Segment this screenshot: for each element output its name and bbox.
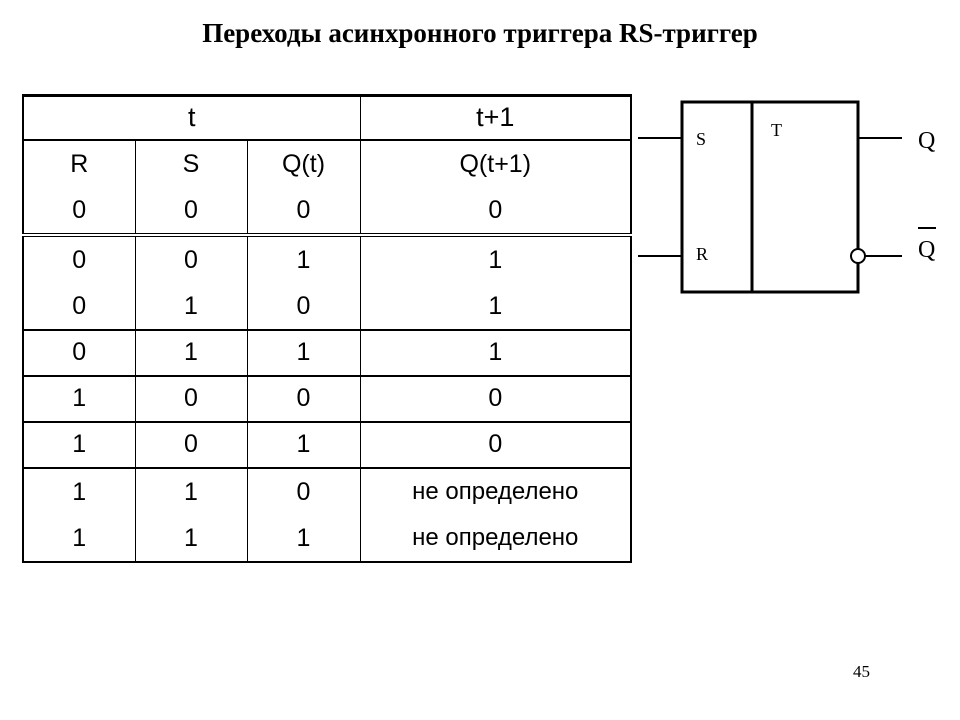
- table-row: [23, 422, 631, 468]
- table-cell: 1: [488, 245, 503, 274]
- table-cell-group: [135, 235, 247, 330]
- header-qt-group: [247, 140, 360, 235]
- table-cell: не определено: [412, 523, 579, 551]
- table-cell-group: [135, 468, 247, 562]
- table-cell: 1: [247, 422, 360, 468]
- table-cell: 0: [296, 195, 311, 224]
- table-cell: 0: [296, 291, 311, 320]
- table-cell: 0: [23, 330, 135, 376]
- input-s-label: S: [696, 129, 707, 149]
- table-cell: 0: [360, 422, 631, 468]
- table-row: [23, 376, 631, 422]
- header-qt1-group: [360, 140, 631, 235]
- column-header-row: [23, 140, 631, 235]
- table-cell: 1: [72, 523, 87, 552]
- column-header-q-t: Q(t): [281, 149, 326, 178]
- table-cell: 1: [296, 523, 311, 552]
- table-cell: 1: [488, 291, 503, 320]
- column-header-r: R: [70, 149, 89, 178]
- table-cell: 1: [72, 477, 87, 506]
- header-s-group: [135, 140, 247, 235]
- output-q-label: Q: [918, 128, 936, 154]
- table-cell: 1: [135, 330, 247, 376]
- table-cell: 0: [247, 376, 360, 422]
- table-cell: 0: [360, 376, 631, 422]
- table-cell: 1: [296, 245, 311, 274]
- table-cell: 1: [247, 330, 360, 376]
- table-row: [23, 235, 631, 330]
- input-r-label: R: [696, 244, 709, 264]
- rs-trigger-symbol: [638, 90, 948, 310]
- trigger-type-label: T: [771, 120, 782, 140]
- table-cell: 0: [135, 376, 247, 422]
- table-cell: 0: [184, 245, 198, 274]
- table-cell: не определено: [412, 477, 579, 505]
- time-header-t-plus-1: t+1: [360, 96, 631, 140]
- inversion-bubble: [851, 249, 865, 263]
- table-cell: 1: [23, 422, 135, 468]
- table-cell: 0: [135, 422, 247, 468]
- table-cell-group: [360, 468, 631, 562]
- column-header-q-t-plus-1: Q(t+1): [459, 149, 532, 178]
- table-cell-group: [247, 235, 360, 330]
- column-header-s: S: [182, 149, 200, 178]
- table-cell: 1: [23, 376, 135, 422]
- table-cell: 1: [360, 330, 631, 376]
- time-header-t: t: [23, 96, 360, 140]
- header-r-group: [23, 140, 135, 235]
- table-cell-group: [23, 235, 135, 330]
- table-cell: 0: [72, 245, 87, 274]
- output-q-inverted-label: Q: [918, 237, 936, 263]
- table-cell: 0: [72, 291, 87, 320]
- table-row: [23, 468, 631, 562]
- table-cell-group: [23, 468, 135, 562]
- rs-truth-table: [22, 94, 632, 563]
- table-cell: 1: [184, 523, 198, 552]
- table-cell: 1: [184, 291, 198, 320]
- table-row: [23, 330, 631, 376]
- table-cell: 0: [184, 195, 198, 224]
- table-cell-group: [360, 235, 631, 330]
- table-cell-group: [247, 468, 360, 562]
- table-cell: 1: [184, 477, 198, 506]
- trigger-body: [682, 102, 858, 292]
- slide-title: Переходы асинхронного триггера RS-триггер: [202, 18, 758, 48]
- time-header-row: [23, 96, 631, 140]
- table-cell: 0: [296, 477, 311, 506]
- table-cell: 0: [488, 195, 503, 224]
- page-number: 45: [853, 662, 870, 681]
- table-cell: 0: [72, 195, 87, 224]
